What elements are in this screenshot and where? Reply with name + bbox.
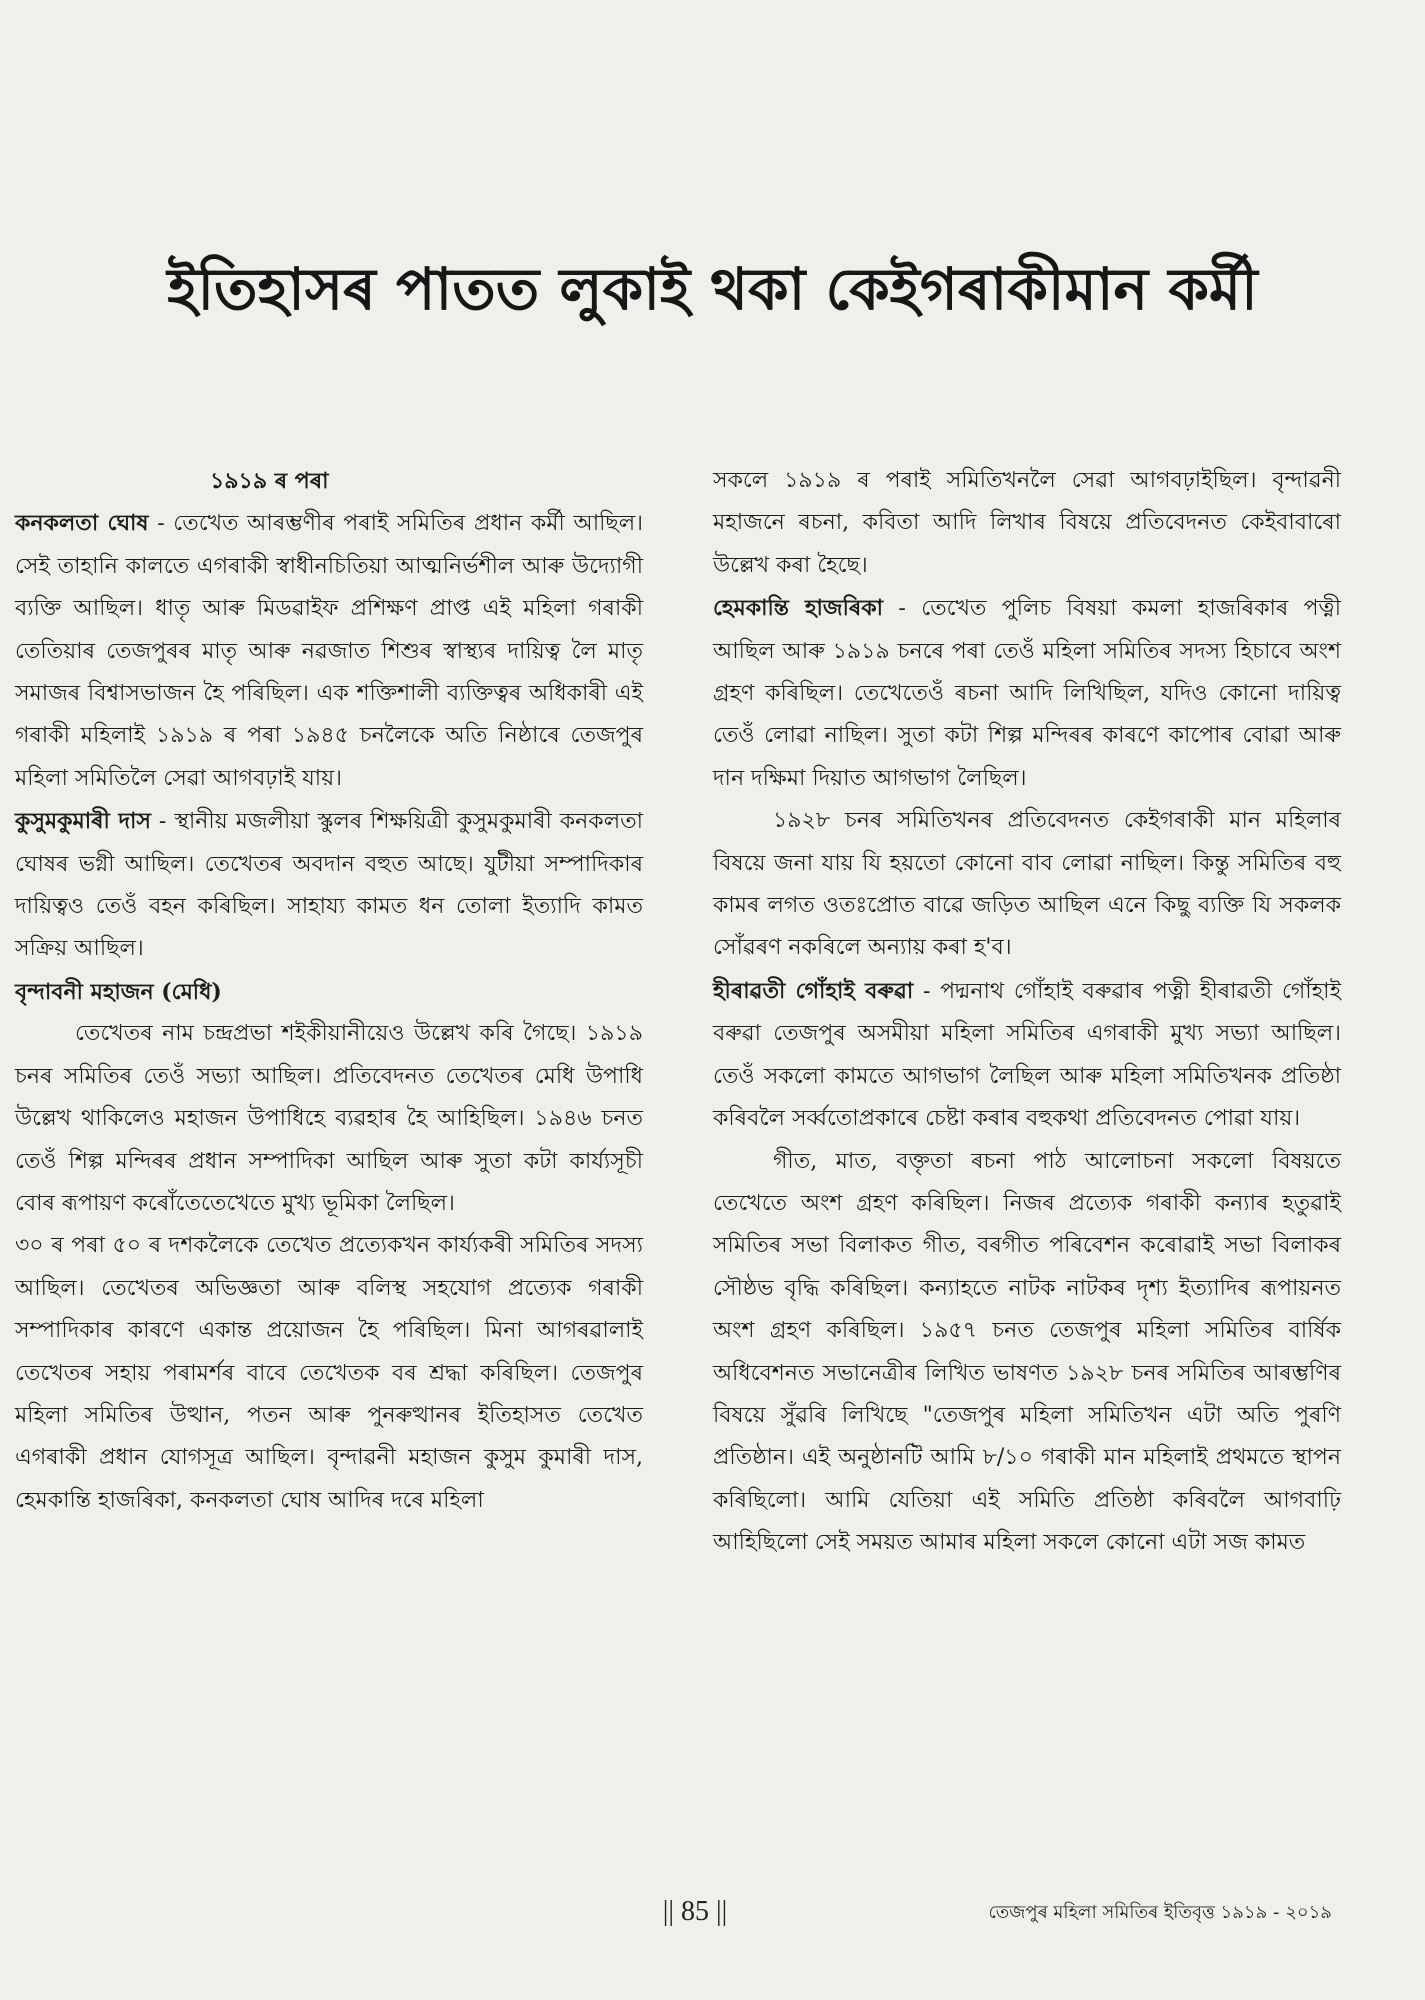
paragraph-hemkanti-hazarika xyxy=(713,587,1341,800)
paragraph-text: - পদ্মনাথ গোঁহাই বৰুৱাৰ পত্নী হীৰাৱতী গোঁহাই বৰুৱা তেজপুৰ অসমীয়া মহিলা সমিতিৰ এগৰাকী মুখ্য সভ্যা আছিল। তেওঁ সকলো কামতে আগভাগ লৈছিল আৰু মহিলা সমিতিখনক প্ৰতিষ্ঠা কৰিবলৈ সৰ্ব্বতোপ্ৰকাৰে চেষ্টা কৰাৰ বহুকথা প্ৰতিবেদনত পোৱা যায়। xyxy=(713,978,1342,1132)
paragraph-continuation: সকলে ১৯১৯ ৰ পৰাই সমিতিখনলৈ সেৱা আগবঢ়াইছিল। বৃন্দাৱনী মহাজনে ৰচনা, কবিতা আদি লিখাৰ বিষয়ে প্ৰতিবেদনত কেইবাবাৰো উল্লেখ কৰা হৈছে। xyxy=(713,468,1341,578)
paragraph-brindabani-mahajan: তেখেতৰ নাম চন্দ্ৰপ্ৰভা শইকীয়ানীয়েও উল্লেখ কৰি গৈছে। ১৯১৯ চনৰ সমিতিৰ তেওঁ সভ্যা আছিল। প্ৰতিবেদনত তেখেতৰ মেধি উপাধি উল্লেখ থাকিলেও মহাজন উপাধিহে ব্যৱহাৰ হৈ আহিছিল। ১৯৪৬ চনত তেওঁ শিল্প মন্দিৰৰ প্ৰধান সম্পাদিকা আছিল আৰু সুতা কটা কাৰ্য্যসূচী বোৰ ৰূপায়ণ কৰোঁতেতেখেতে মুখ্য ভূমিকা লৈছিল। xyxy=(15,1021,643,1216)
paragraph-1928-report: ১৯২৮ চনৰ সমিতিখনৰ প্ৰতিবেদনত কেইগৰাকী মান মহিলাৰ বিষয়ে জনা যায় যি হয়তো কোনো বাব লোৱা নাছিল। কিন্তু সমিতিৰ বহু কামৰ লগত ওতঃপ্ৰোত বাৱে জড়িত আছিল এনে কিছু ব্যক্তি যি সকলক সোঁৱৰণ নকৰিলে অন্যায় কৰা হ'ব। xyxy=(713,808,1341,961)
paragraph-text: - স্থানীয় মজলীয়া স্কুলৰ শিক্ষয়িত্ৰী কুসুমকুমাৰী কনকলতা ঘোষৰ ভগ্নী আছিল। তেখেতৰ অবদান বহুত আছে। যুটীয়া সম্পাদিকাৰ দায়িত্বও তেওঁ বহন কৰিছিল। সাহায্য কামত ধন তোলা ইত্যাদি কামত সক্ৰিয় আছিল। xyxy=(15,809,643,962)
paragraph-text: - তেখেত পুলিচ বিষয়া কমলা হাজৰিকাৰ পত্নী আছিল আৰু ১৯১৯ চনৰে পৰা তেওঁ মহিলা সমিতিৰ সদস্য হিচাবে অংশ গ্ৰহণ কৰিছিল। তেখেতেওঁ ৰচনা আদি লিখিছিল, যদিও কোনো দায়িত্ব তেওঁ লোৱা নাছিল। সুতা কটা শিল্প মন্দিৰৰ কাৰণে কাপোৰ বোৱা আৰু দান দক্ষিমা দিয়াত আগভাগ লৈছিল। xyxy=(713,596,1341,791)
section-heading-1919: ১৯১৯ ৰ পৰা xyxy=(210,468,329,494)
paragraph-kanaklata-ghosh xyxy=(15,502,643,800)
person-name-hemkanti-hazarika: হেমকান্তি হাজৰিকা xyxy=(713,595,884,622)
person-name-kusumkumari-das: কুসুমকুমাৰী দাস xyxy=(15,808,151,835)
page-number: || 85 || xyxy=(662,1896,728,1927)
paragraph-hirawati-gohain-barua xyxy=(713,970,1341,1141)
right-column xyxy=(713,460,1341,1565)
person-heading-brindabani-mahajan: বৃন্দাবনী মহাজন (মেধি) xyxy=(15,978,222,1005)
paragraph-decades: ৩০ ৰ পৰা ৫০ ৰ দশকলৈকে তেখেত প্ৰত্যেকখন কাৰ্য্যকৰী সমিতিৰ সদস্য আছিল। তেখেতৰ অভিজ্ঞতা আৰু বলিস্থ সহযোগ প্ৰত্যেক গৰাকী সম্পাদিকাৰ কাৰণে একান্ত প্ৰয়োজন হৈ পৰিছিল। মিনা আগৰৱালাই তেখেতৰ সহায় পৰামৰ্শৰ বাবে তেখেতক বৰ শ্ৰদ্ধা কৰিছিল। তেজপুৰ মহিলা সমিতিৰ উত্থান, পতন আৰু পুনৰুত্থানৰ ইতিহাসত তেখেত এগৰাকী প্ৰধান যোগসূত্ৰ আছিল। বৃন্দাৱনী মহাজন কুসুম কুমাৰী দাস, হেমকান্তি হাজৰিকা, কনকলতা ঘোষ আদিৰ দৰে মহিলা xyxy=(15,1233,643,1513)
left-column xyxy=(15,460,643,1522)
paragraph-text: - তেখেত আৰম্ভণীৰ পৰাই সমিতিৰ প্ৰধান কৰ্মী আছিল। সেই তাহানি কালতে এগৰাকী স্বাধীনচিতিয়া আত্মনিৰ্ভশীল আৰু উদ্যোগী ব্যক্তি আছিল। ধাতৃ আৰু মিডৱাইফ প্ৰশিক্ষণ প্ৰাপ্ত এই মহিলা গৰাকী তেতিয়াৰ তেজপুৰৰ মাতৃ আৰু নৱজাত শিশুৰ স্বাস্থ্যৰ দায়িত্ব লৈ মাতৃ সমাজৰ বিশ্বাসভাজন হৈ পৰিছিল। এক শক্তিশালী ব্যক্তিত্বৰ অধিকাৰী এই গৰাকী মহিলাই ১৯১৯ ৰ পৰা ১৯৪৫ চনলৈকে অতি নিষ্ঠাৰে তেজপুৰ মহিলা সমিতিলৈ সেৱা আগবঢ়াই যায়। xyxy=(15,511,643,791)
running-footer-title: তেজপুৰ মহিলা সমিতিৰ ইতিবৃত্ত ১৯১৯ - ২০১৯ xyxy=(988,1902,1332,1923)
article-title: ইতিহাসৰ পাতত লুকাই থকা কেইগৰাকীমান কৰ্মী xyxy=(167,254,1258,323)
person-name-kanaklata-ghosh: কনকলতা ঘোষ xyxy=(15,510,149,537)
person-name-hirawati-gohain-barua: হীৰাৱতী গোঁহাই বৰুৱা xyxy=(713,977,914,1004)
paragraph-kusumkumari-das xyxy=(15,800,643,971)
paragraph-songs-speech: গীত, মাত, বক্তৃতা ৰচনা পাঠ আলোচনা সকলো বিষয়তে তেখেতে অংশ গ্ৰহণ কৰিছিল। নিজৰ প্ৰত্যেক গৰাকী কন্যাৰ হতুৱাই সমিতিৰ সভা বিলাকত গীত, বৰগীত পৰিবেশন কৰোৱাই সভা বিলাকৰ সৌষ্ঠভ বৃদ্ধি কৰিছিল। কন্যাহতে নাটক নাটকৰ দৃশ্য ইত্যাদিৰ ৰূপায়নত অংশ গ্ৰহণ কৰিছিল। ১৯৫৭ চনত তেজপুৰ মহিলা সমিতিৰ বাৰ্ষিক অধিবেশনত সভানেত্ৰীৰ লিখিত ভাষণত ১৯২৮ চনৰ সমিতিৰ আৰম্ভণিৰ বিষয়ে সুঁৱৰি লিখিছে "তেজপুৰ মহিলা সমিতিখন এটা অতি পুৰণি প্ৰতিষ্ঠান। এই অনুষ্ঠানটি আমি ৮/১০ গৰাকী মান মহিলাই প্ৰথমতে স্থাপন কৰিছিলো। আমি যেতিয়া এই সমিতি প্ৰতিষ্ঠা কৰিবলৈ আগবাঢ়ি আহিছিলো সেই সময়ত আমাৰ মহিলা সকলে কোনো এটা সজ কামত xyxy=(713,1148,1341,1556)
